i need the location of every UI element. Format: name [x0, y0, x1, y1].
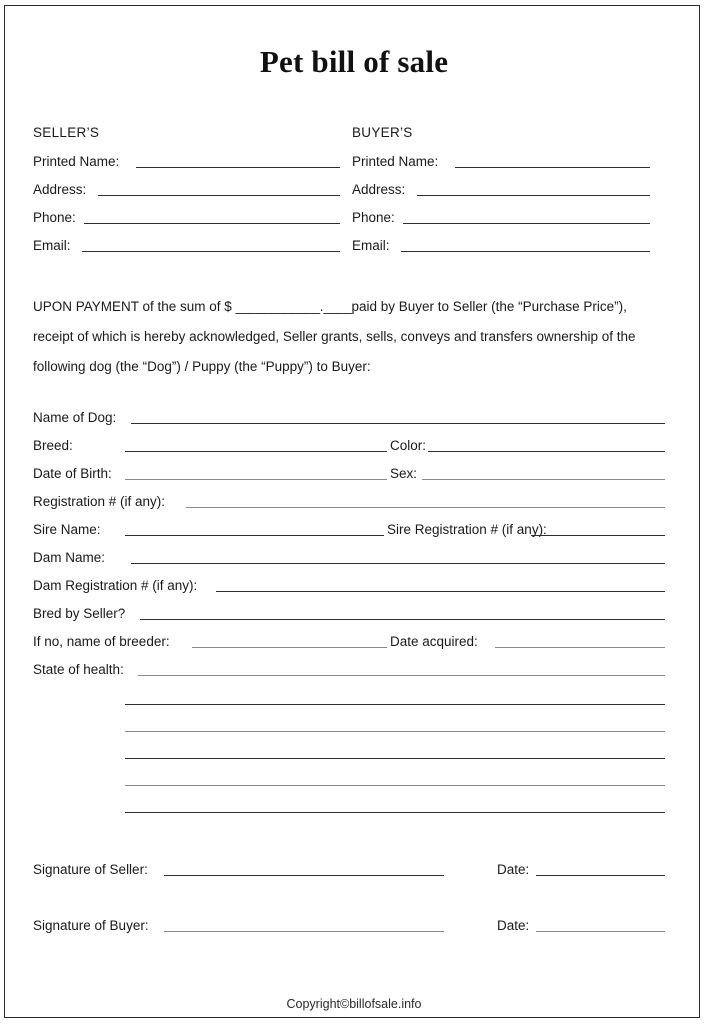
buyer-email-label: Email:: [352, 238, 390, 253]
state-of-health-continuation-line-3[interactable]: [125, 758, 665, 759]
date-of-birth-input[interactable]: [125, 479, 387, 480]
copyright-footer: Copyright©billofsale.info: [286, 997, 422, 1011]
name-of-dog-label: Name of Dog:: [33, 410, 117, 425]
bred-by-seller-input[interactable]: [140, 619, 665, 620]
seller-address-input[interactable]: [98, 195, 340, 196]
dam-name-label: Dam Name:: [33, 550, 106, 565]
bred-by-seller-label: Bred by Seller?: [33, 606, 126, 621]
state-of-health-label: State of health:: [33, 662, 124, 677]
payment-text-line3: following dog (the “Dog”) / Puppy (the “Puppy”) to Buyer:: [33, 359, 371, 374]
if-no-breeder-input[interactable]: [192, 647, 387, 648]
registration-number-input[interactable]: [186, 507, 665, 508]
signature-of-seller-label: Signature of Seller:: [33, 862, 148, 877]
buyer-date-input[interactable]: [536, 931, 665, 932]
signature-of-buyer-label: Signature of Buyer:: [33, 918, 149, 933]
buyer-column-heading: BUYER’S: [352, 125, 413, 140]
date-acquired-input[interactable]: [495, 647, 665, 648]
state-of-health-continuation-line-5[interactable]: [125, 812, 665, 813]
seller-phone-input[interactable]: [84, 223, 340, 224]
buyer-email-input[interactable]: [401, 251, 650, 252]
signature-of-buyer-input[interactable]: [164, 931, 444, 932]
purchase-price-dollars-blank[interactable]: ____________: [235, 299, 320, 314]
date-of-birth-label: Date of Birth:: [33, 466, 112, 481]
buyer-address-label: Address:: [352, 182, 406, 197]
buyer-printed-name-label: Printed Name:: [352, 154, 439, 169]
seller-email-input[interactable]: [82, 251, 340, 252]
payment-paragraph: [33, 292, 673, 382]
state-of-health-continuation-line-1[interactable]: [125, 704, 665, 705]
purchase-price-cents-blank[interactable]: ____: [323, 299, 352, 314]
dam-registration-input[interactable]: [216, 591, 665, 592]
sire-name-input[interactable]: [125, 535, 384, 536]
state-of-health-input[interactable]: [138, 675, 665, 676]
seller-email-label: Email:: [33, 238, 71, 253]
seller-column-heading: SELLER’S: [33, 125, 100, 140]
payment-text-line2: receipt of which is hereby acknowledged, Seller grants, sells, conveys and transfers ownership of the: [33, 329, 636, 344]
buyer-printed-name-input[interactable]: [455, 167, 650, 168]
color-label: Color:: [390, 438, 427, 453]
sex-input[interactable]: [422, 479, 665, 480]
buyer-address-input[interactable]: [417, 195, 650, 196]
if-no-breeder-label: If no, name of breeder:: [33, 634, 170, 649]
state-of-health-continuation-line-2[interactable]: [125, 731, 665, 732]
page-title: Pet bill of sale: [259, 44, 449, 79]
seller-date-input[interactable]: [536, 875, 665, 876]
dam-registration-label: Dam Registration # (if any):: [33, 578, 198, 593]
seller-phone-label: Phone:: [33, 210, 76, 225]
payment-decimal-separator: .: [319, 299, 324, 314]
seller-date-label: Date:: [497, 862, 530, 877]
seller-address-label: Address:: [33, 182, 87, 197]
name-of-dog-input[interactable]: [131, 423, 665, 424]
seller-printed-name-label: Printed Name:: [33, 154, 120, 169]
breed-input[interactable]: [125, 451, 387, 452]
sire-registration-input[interactable]: [531, 535, 665, 536]
dam-name-input[interactable]: [131, 563, 665, 564]
sire-registration-label: Sire Registration # (if any):: [387, 522, 547, 537]
buyer-date-label: Date:: [497, 918, 530, 933]
registration-number-label: Registration # (if any):: [33, 494, 166, 509]
breed-label: Breed:: [33, 438, 73, 453]
payment-text-part2: paid by Buyer to Seller (the “Purchase Price”),: [351, 299, 627, 314]
buyer-phone-label: Phone:: [352, 210, 395, 225]
payment-text-part1: UPON PAYMENT of the sum of $: [33, 299, 236, 314]
sire-name-label: Sire Name:: [33, 522, 101, 537]
sex-label: Sex:: [390, 466, 418, 481]
buyer-phone-input[interactable]: [403, 223, 650, 224]
date-acquired-label: Date acquired:: [390, 634, 478, 649]
seller-printed-name-input[interactable]: [136, 167, 340, 168]
color-input[interactable]: [428, 451, 665, 452]
state-of-health-continuation-line-4[interactable]: [125, 785, 665, 786]
signature-of-seller-input[interactable]: [164, 875, 444, 876]
